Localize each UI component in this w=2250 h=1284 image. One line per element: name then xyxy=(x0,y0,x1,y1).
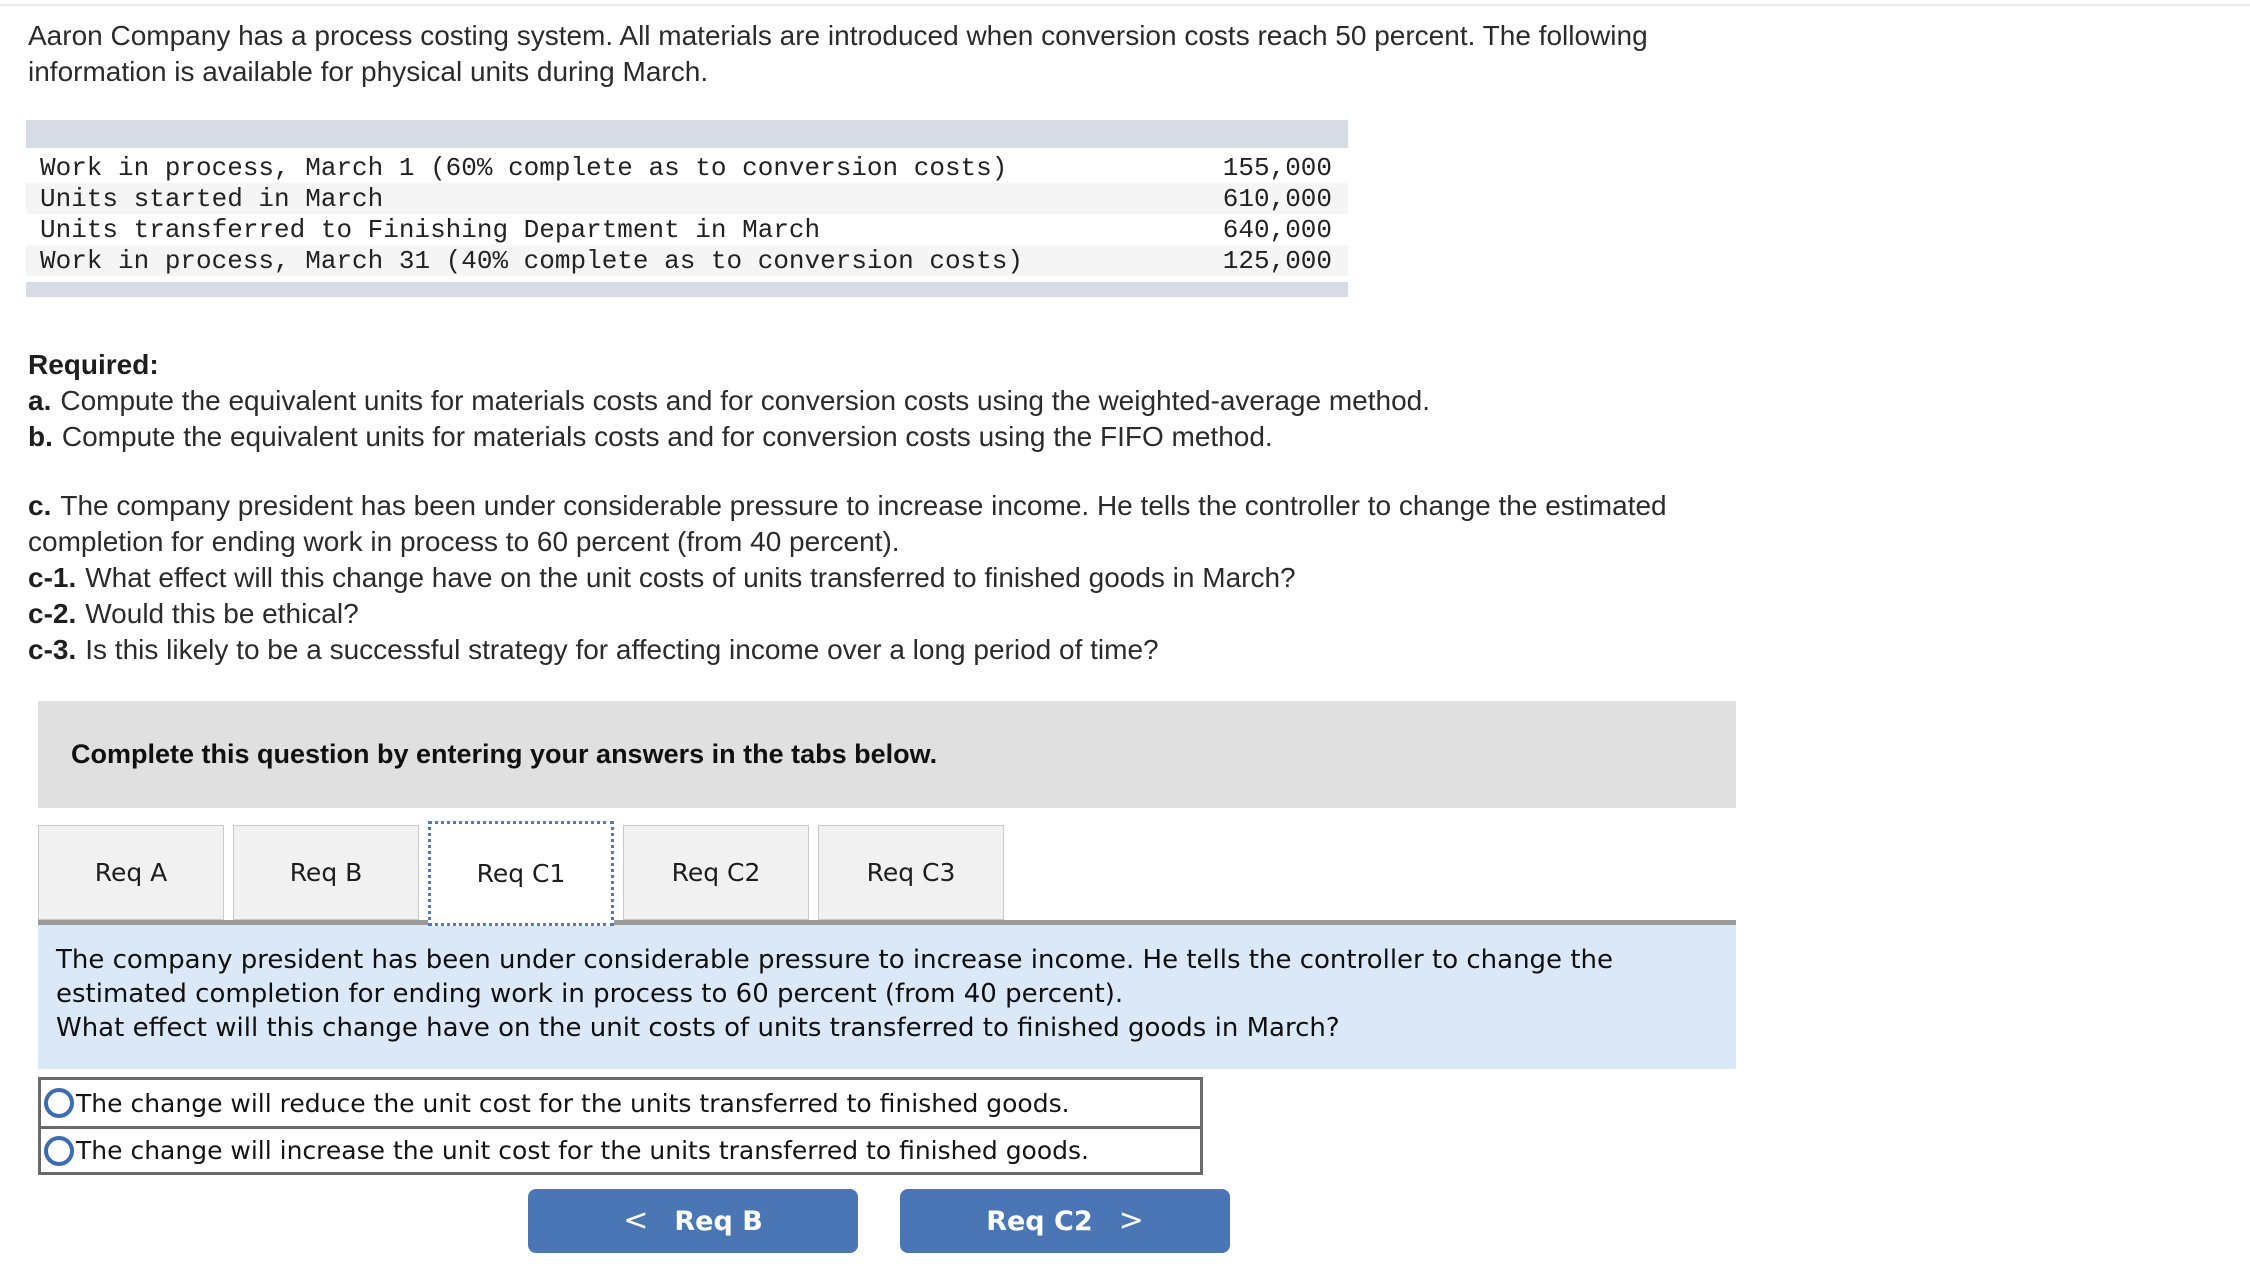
item-text: Would this be ethical? xyxy=(85,598,359,629)
item-prefix: c. xyxy=(28,490,52,521)
question-line: estimated completion for ending work in process to 60 percent (from 40 percent). xyxy=(56,979,1124,1009)
item-text: Compute the equivalent units for materials costs and for conversion costs using the FIFO method. xyxy=(61,421,1273,452)
tab-req-c2[interactable]: Req C2 xyxy=(623,825,809,920)
tab-req-c1[interactable]: Req C1 xyxy=(428,821,614,926)
problem-statement-line: information is available for physical units during March. xyxy=(28,56,709,87)
required-section xyxy=(28,347,2250,668)
problem-statement xyxy=(28,18,2250,90)
table-row-label: Units started in March xyxy=(40,183,384,214)
table-row xyxy=(26,214,1348,245)
question-line: The company president has been under considerable pressure to increase income. He tells the controller to change the xyxy=(56,945,1613,975)
item-prefix: b. xyxy=(28,421,53,452)
table-header-bar xyxy=(26,120,1348,148)
tab-navigation xyxy=(528,1189,2250,1253)
top-divider xyxy=(0,4,2250,6)
prev-button-label: Req B xyxy=(674,1205,763,1237)
next-req-c2-button[interactable] xyxy=(900,1189,1230,1253)
requirement-tabs xyxy=(38,825,2250,920)
required-item-c1 xyxy=(28,560,2250,596)
table-footer-bar xyxy=(26,282,1348,297)
answer-option-increase[interactable] xyxy=(41,1126,1200,1172)
page xyxy=(0,4,2250,1253)
answer-option-reduce[interactable] xyxy=(41,1080,1200,1126)
table-row-value: 155,000 xyxy=(1222,152,1332,183)
physical-units-table xyxy=(26,120,1348,297)
table-row xyxy=(26,183,1348,214)
table-row xyxy=(26,152,1348,183)
table-row-label: Work in process, March 31 (40% complete as to conversion costs) xyxy=(40,245,1023,276)
question-panel xyxy=(38,925,1736,1069)
item-prefix: c-1. xyxy=(28,562,77,593)
item-prefix: c-3. xyxy=(28,634,77,665)
required-item-c-group xyxy=(28,488,2250,668)
table-row-value: 640,000 xyxy=(1222,214,1332,245)
tab-req-b[interactable]: Req B xyxy=(233,825,419,920)
chevron-left-icon: < xyxy=(623,1203,649,1238)
option-label: The change will increase the unit cost for the units transferred to finished goods. xyxy=(76,1136,1089,1165)
table-row-value: 125,000 xyxy=(1222,245,1332,276)
item-text: Is this likely to be a successful strategy for affecting income over a long period of time? xyxy=(85,634,1159,665)
answer-options xyxy=(38,1077,1203,1175)
problem-statement-line: Aaron Company has a process costing system. All materials are introduced when conversion costs reach 50 percent. The following xyxy=(28,20,1648,51)
table-row-label: Work in process, March 1 (60% complete as to conversion costs) xyxy=(40,152,1008,183)
item-prefix: a. xyxy=(28,385,52,416)
table-row xyxy=(26,245,1348,276)
tab-req-c3[interactable]: Req C3 xyxy=(818,825,1004,920)
table-body xyxy=(26,152,1348,276)
chevron-right-icon: > xyxy=(1118,1203,1144,1238)
required-item-c2 xyxy=(28,596,2250,632)
required-item-c-cont xyxy=(28,524,2250,560)
option-label: The change will reduce the unit cost for the units transferred to finished goods. xyxy=(76,1088,1070,1118)
required-item-b xyxy=(28,419,2250,455)
required-item-c3 xyxy=(28,632,2250,668)
item-text: Compute the equivalent units for materials costs and for conversion costs using the weighted-average method. xyxy=(60,385,1430,416)
item-prefix: c-2. xyxy=(28,598,77,629)
question-line: What effect will this change have on the unit costs of units transferred to finished goods in March? xyxy=(56,1013,1340,1043)
table-row-label: Units transferred to Finishing Department in March xyxy=(40,214,821,245)
item-text: The company president has been under considerable pressure to increase income. He tells the controller to change the estimated xyxy=(60,490,1667,521)
required-item-a xyxy=(28,383,2250,419)
next-button-label: Req C2 xyxy=(986,1205,1093,1237)
required-heading: Required: xyxy=(28,349,159,380)
complete-question-banner xyxy=(38,701,1736,808)
radio-button-icon[interactable] xyxy=(44,1088,74,1118)
required-item-c xyxy=(28,488,2250,524)
prev-req-b-button[interactable] xyxy=(528,1189,858,1253)
item-text: completion for ending work in process to 60 percent (from 40 percent). xyxy=(28,526,900,557)
radio-button-icon[interactable] xyxy=(44,1136,74,1166)
item-text: What effect will this change have on the unit costs of units transferred to finished goods in March? xyxy=(85,562,1296,593)
tab-req-a[interactable]: Req A xyxy=(38,825,224,920)
complete-question-text: Complete this question by entering your answers in the tabs below. xyxy=(71,739,938,769)
table-row-value: 610,000 xyxy=(1222,183,1332,214)
